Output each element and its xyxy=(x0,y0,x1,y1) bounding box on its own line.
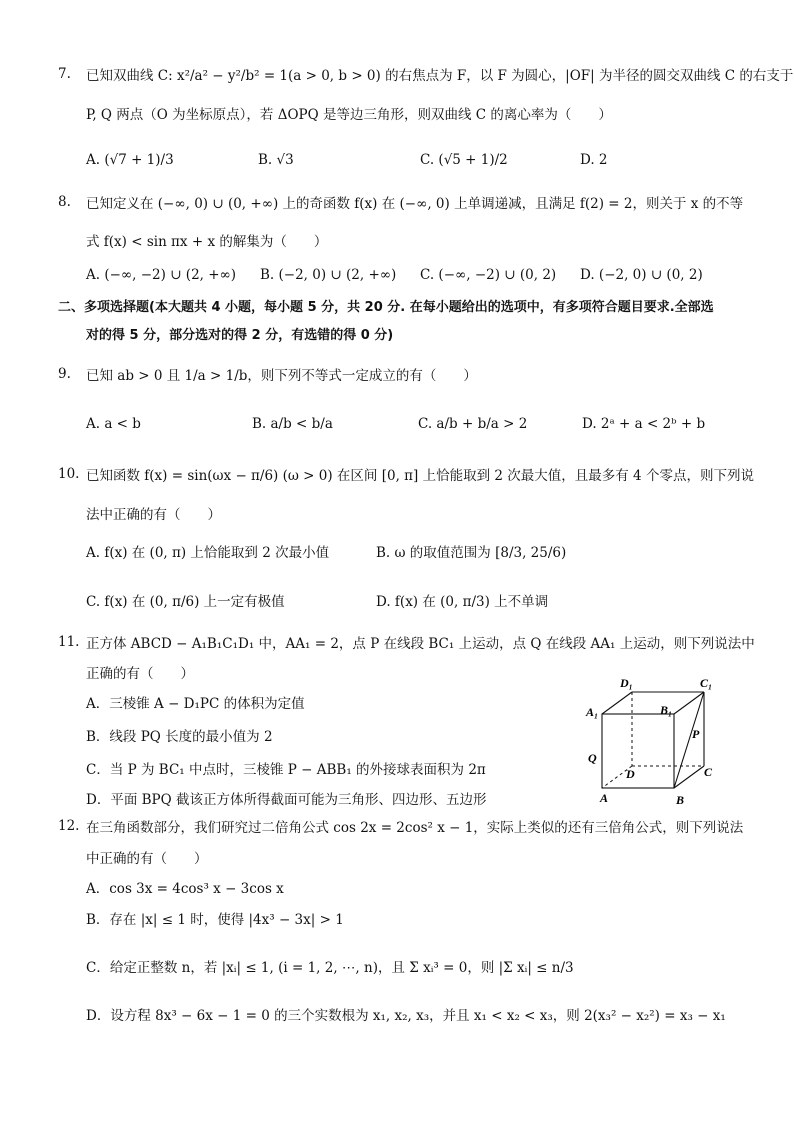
q10-option-d: D. f(x) 在 (0, π/3) 上不单调 xyxy=(376,594,549,610)
label-a1: A₁ xyxy=(586,705,599,719)
q8-stem-line1: 已知定义在 (−∞, 0) ∪ (0, +∞) 上的奇函数 f(x) 在 (−∞, 0) 上单调递减，且满足 f(2) = 2，则关于 x 的不等 xyxy=(86,196,744,212)
q9-option-b: B. a/b < b/a xyxy=(252,416,333,432)
label-d: D xyxy=(626,767,635,781)
q12-option-b: B．存在 |x| ≤ 1 时，使得 |4x³ − 3x| > 1 xyxy=(86,912,344,928)
q10-option-a: A. f(x) 在 (0, π) 上恰能取到 2 次最小值 xyxy=(86,545,330,561)
q10-number: 10. xyxy=(58,466,80,482)
q12-option-a: A．cos 3x = 4cos³ x − 3cos x xyxy=(86,881,284,897)
q11-option-a: A．三棱锥 A − D₁PC 的体积为定值 xyxy=(86,696,305,712)
q7-option-c: C. (√5 + 1)/2 xyxy=(420,152,508,168)
q8-stem-line2: 式 f(x) < sin πx + x 的解集为（ ） xyxy=(86,234,328,250)
q9-option-d: D. 2ᵃ + a < 2ᵇ + b xyxy=(582,416,706,432)
q8-option-a: A. (−∞, −2) ∪ (2, +∞) xyxy=(86,267,237,283)
q8-option-c: C. (−∞, −2) ∪ (0, 2) xyxy=(420,267,557,283)
q9-stem-line1: 已知 ab > 0 且 1/a > 1/b，则下列不等式一定成立的有（ ） xyxy=(86,368,477,384)
label-d1: D₁ xyxy=(620,676,633,690)
q7-stem-line1: 已知双曲线 C: x²/a² − y²/b² = 1(a > 0, b > 0) 的右焦点为 F，以 F 为圆心，|OF| 为半径的圆交双曲线 C 的右支于 xyxy=(86,68,794,84)
q11-number: 11. xyxy=(58,634,80,650)
q10-stem-line2: 法中正确的有（ ） xyxy=(86,507,221,523)
label-p: P xyxy=(692,727,700,741)
label-c: C xyxy=(704,765,713,779)
q10-option-c: C. f(x) 在 (0, π/6) 上一定有极值 xyxy=(86,594,285,610)
q8-option-b: B. (−2, 0) ∪ (2, +∞) xyxy=(260,267,397,283)
section2-heading-line2: 对的得 5 分，部分选对的得 2 分，有选错的得 0 分) xyxy=(86,328,394,343)
q7-option-a: A. (√7 + 1)/3 xyxy=(86,152,174,168)
label-a: A xyxy=(600,791,609,805)
q12-option-c: C．给定正整数 n，若 |xᵢ| ≤ 1, (i = 1, 2, ⋯, n)，且 Σ xᵢ³ = 0，则 |Σ xᵢ| ≤ n/3 xyxy=(86,960,574,976)
q8-option-d: D. (−2, 0) ∪ (0, 2) xyxy=(580,267,703,283)
label-q: Q xyxy=(588,751,597,765)
q9-option-a: A. a < b xyxy=(86,416,141,432)
q12-number: 12. xyxy=(58,818,80,834)
q7-number: 7. xyxy=(58,66,71,82)
label-c1: C₁ xyxy=(700,676,713,690)
label-b: B xyxy=(676,793,685,807)
q9-option-c: C. a/b + b/a > 2 xyxy=(418,416,528,432)
q12-stem-line1: 在三角函数部分，我们研究过二倍角公式 cos 2x = 2cos² x − 1，实际上类似的还有三倍角公式，则下列说法 xyxy=(86,820,744,836)
q7-option-b: B. √3 xyxy=(258,152,294,168)
section2-heading-line1: 二、多项选择题(本大题共 4 小题，每小题 5 分，共 20 分. 在每小题给出的选项中，有多项符合题目要求.全部选 xyxy=(58,300,714,315)
q11-stem-line1: 正方体 ABCD − A₁B₁C₁D₁ 中，AA₁ = 2，点 P 在线段 BC₁ 上运动，点 Q 在线段 AA₁ 上运动，则下列说法中 xyxy=(86,636,755,652)
q11-stem-line2: 正确的有（ ） xyxy=(86,666,194,682)
cube-figure xyxy=(580,670,730,810)
q12-option-d: D．设方程 8x³ − 6x − 1 = 0 的三个实数根为 x₁, x₂, x₃，并且 x₁ < x₂ < x₃，则 2(x₃² − x₂²) = x₃ − x₁ xyxy=(86,1008,726,1024)
q8-number: 8. xyxy=(58,194,71,210)
q11-option-d: D．平面 BPQ 截该正方体所得截面可能为三角形、四边形、五边形 xyxy=(86,792,487,808)
q7-option-d: D. 2 xyxy=(580,152,608,168)
q10-option-b: B. ω 的取值范围为 [8/3, 25/6) xyxy=(376,545,567,561)
q11-option-b: B．线段 PQ 长度的最小值为 2 xyxy=(86,729,273,745)
label-b1: B₁ xyxy=(660,703,673,717)
q7-stem-line2: P, Q 两点（O 为坐标原点），若 ΔOPQ 是等边三角形，则双曲线 C 的离心率为（ ） xyxy=(86,107,612,123)
q11-option-c: C．当 P 为 BC₁ 中点时，三棱锥 P − ABB₁ 的外接球表面积为 2π xyxy=(86,762,486,778)
q10-stem-line1: 已知函数 f(x) = sin(ωx − π/6) (ω > 0) 在区间 [0, π] 上恰能取到 2 次最大值，且最多有 4 个零点，则下列说 xyxy=(86,468,754,484)
q12-stem-line2: 中正确的有（ ） xyxy=(86,851,208,867)
q9-number: 9. xyxy=(58,366,71,382)
